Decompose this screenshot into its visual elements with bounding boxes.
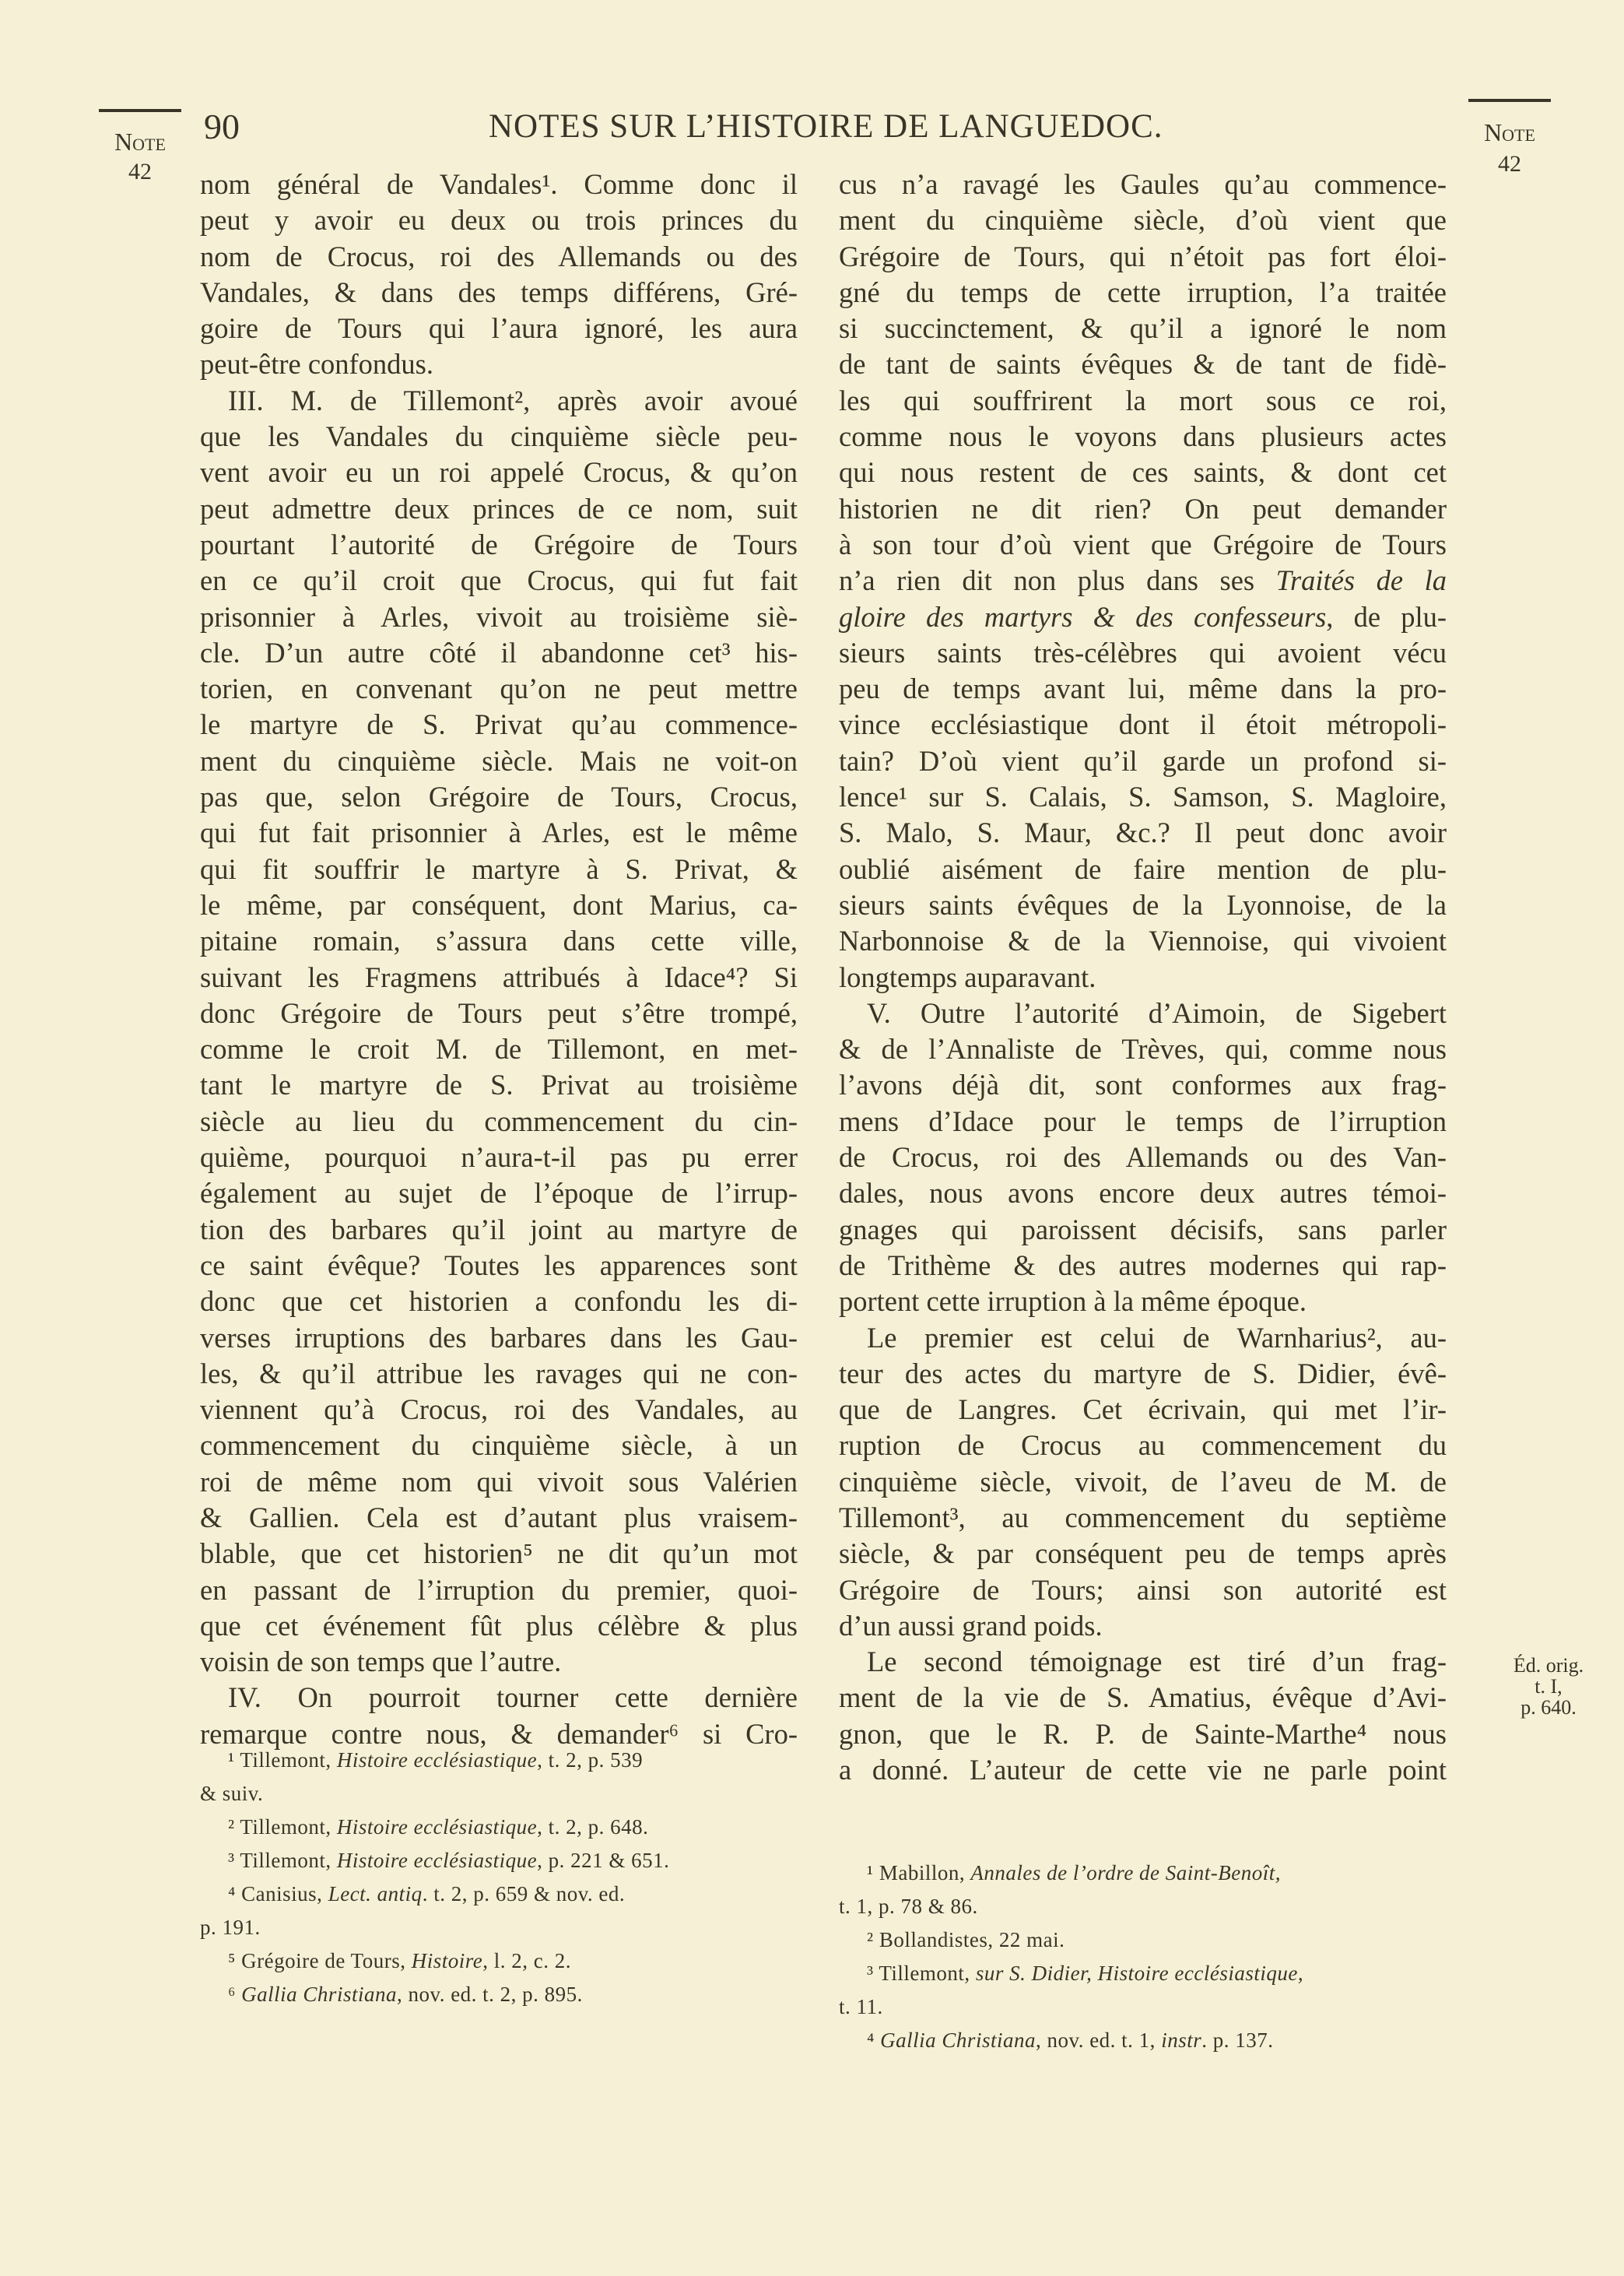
- text-line: cle. D’un autre côté il abandonne cet³ his-: [200, 636, 798, 669]
- text-line: à son tour d’où vient que Grégoire de Tours: [839, 528, 1447, 560]
- text-span: , nov. ed. t. 1,: [1035, 2028, 1162, 2052]
- text-line: donc que cet historien a confondu les di-: [200, 1285, 798, 1318]
- text-line: nom général de Vandales¹. Comme donc il: [200, 168, 798, 200]
- original-edition-reference: [1506, 1655, 1591, 1718]
- footnote-line: [839, 2024, 1447, 2057]
- text-span: , l. 2, c. 2.: [482, 1949, 571, 1972]
- footnote-line: [200, 1811, 798, 1844]
- text-line: viennent qu’à Crocus, roi des Vandales, au: [200, 1393, 798, 1426]
- italic-text: Traités de la: [1275, 564, 1447, 597]
- margin-rule-left: [99, 109, 181, 112]
- text-line: d’un aussi grand poids.: [839, 1609, 1103, 1642]
- text-line: Tillemont³, au commencement du septième: [839, 1501, 1447, 1533]
- footnote-line: p. 191.: [200, 1916, 261, 1939]
- text-span: . p. 137.: [1201, 2028, 1274, 2052]
- text-line: cinquième siècle, vivoit, de l’aveu de M. de: [839, 1465, 1447, 1498]
- text-line: de tant de saints évêques & de tant de fidè-: [839, 348, 1447, 381]
- text-line: les qui souffrirent la mort sous ce roi,: [839, 384, 1447, 416]
- text-line: V. Outre l’autorité d’Aimoin, de Sigebert: [867, 996, 1447, 1029]
- italic-text: Histoire: [411, 1949, 483, 1972]
- margin-note-number-right: 42: [1498, 151, 1521, 177]
- text-line: commencement du cinquième siècle, à un: [200, 1429, 798, 1462]
- italic-text: Gallia Christiana: [880, 2028, 1036, 2052]
- text-span: ⁶: [228, 1983, 242, 2006]
- text-line: cus n’a ravagé les Gaules qu’au commence-: [839, 168, 1447, 200]
- text-line: tain? D’où vient qu’il garde un profond si-: [839, 744, 1447, 777]
- text-line: gnages qui paroissent décisifs, sans parler: [839, 1213, 1447, 1245]
- text-line: III. M. de Tillemont², après avoir avoué: [228, 384, 798, 416]
- italic-text: instr: [1161, 2028, 1202, 2052]
- text-span: n’a rien dit non plus dans ses: [839, 564, 1276, 597]
- text-line: [839, 563, 1447, 599]
- text-line: IV. On pourroit tourner cette dernière: [228, 1681, 798, 1714]
- margin-note-label-right: Note: [1484, 118, 1535, 146]
- italic-text: Lect. antiq: [328, 1882, 423, 1905]
- text-line: comme nous le voyons dans plusieurs actes: [839, 420, 1447, 453]
- text-line: qui fit souffrir le martyre à S. Privat, &: [200, 852, 798, 885]
- text-line: l’avons déjà dit, sont conformes aux frag-: [839, 1069, 1447, 1101]
- edition-ref-line: Éd. orig.: [1513, 1654, 1584, 1677]
- text-line: le même, par conséquent, dont Marius, ca-: [200, 888, 798, 921]
- text-line: Vandales, & dans des temps différens, Gré-: [200, 276, 798, 308]
- text-line: pitaine romain, s’assura dans cette ville,: [200, 925, 798, 957]
- footnote-line: t. 1, p. 78 & 86.: [839, 1895, 978, 1918]
- text-span: ³ Tillemont,: [228, 1849, 337, 1872]
- footnote-line: [200, 1877, 798, 1911]
- text-span: ⁴ Canisius,: [228, 1882, 328, 1905]
- right-footnotes: [839, 1856, 1447, 2057]
- text-line: vince ecclésiastique dont il étoit métropoli-: [839, 708, 1447, 741]
- text-line: suivant les Fragmens attribués à Idace⁴? Si: [200, 961, 798, 993]
- text-line: les, & qu’il attribue les ravages qui ne con-: [200, 1357, 798, 1389]
- text-line: si succinctement, & qu’il a ignoré le nom: [839, 312, 1447, 345]
- text-line: roi de même nom qui vivoit sous Valérien: [200, 1465, 798, 1498]
- text-line: & Gallien. Cela est d’autant plus vraisem-: [200, 1501, 798, 1533]
- text-line: portent cette irruption à la même époque.: [839, 1285, 1307, 1318]
- text-line: longtemps auparavant.: [839, 961, 1096, 993]
- text-line: [839, 599, 1447, 635]
- italic-text: sur S. Didier, Histoire ecclésiastique,: [975, 1962, 1304, 1985]
- text-line: mens d’Idace pour le temps de l’irruption: [839, 1105, 1447, 1137]
- text-line: historien ne dit rien? On peut demander: [839, 492, 1447, 525]
- italic-text: gloire des martyrs & des confesseurs: [839, 600, 1327, 633]
- margin-note-number-left: 42: [128, 159, 152, 184]
- footnote-line: [200, 1978, 798, 2011]
- running-title: NOTES SUR L’HISTOIRE DE LANGUEDOC.: [489, 108, 1163, 145]
- text-line: oublié aisément de faire mention de plu-: [839, 852, 1447, 885]
- text-line: Le second témoignage est tiré d’un frag-: [867, 1646, 1447, 1678]
- footnote-line: [200, 1744, 798, 1777]
- text-span: , p. 221 & 651.: [537, 1849, 670, 1872]
- text-line: peu de temps avant lui, même dans la pro-: [839, 673, 1447, 705]
- text-span: . t. 2, p. 659 & nov. ed.: [422, 1882, 626, 1905]
- left-text-column: [200, 167, 798, 1752]
- text-line: ce saint évêque? Toutes les apparences sont: [200, 1249, 798, 1281]
- text-line: également au sujet de l’époque de l’irrup-: [200, 1177, 798, 1210]
- footnote-line: [200, 1944, 798, 1978]
- text-line: sieurs saints évêques de la Lyonnoise, de la: [839, 888, 1447, 921]
- italic-text: Histoire ecclésiastique: [336, 1815, 538, 1839]
- right-text-column: [839, 167, 1447, 1788]
- footnote-line: [839, 1856, 1447, 1890]
- text-line: prisonnier à Arles, vivoit au troisième siè-: [200, 600, 798, 633]
- text-line: teur des actes du martyre de S. Didier, évê-: [839, 1357, 1447, 1389]
- text-line: nom de Crocus, roi des Allemands ou des: [200, 240, 798, 272]
- text-line: qui fut fait prisonnier à Arles, est le même: [200, 817, 798, 849]
- italic-text: Annales de l’ordre de Saint-Benoît,: [970, 1861, 1282, 1884]
- text-line: de Trithème & des autres modernes qui rap-: [839, 1249, 1447, 1281]
- text-line: ment de la vie de S. Amatius, évêque d’Avi-: [839, 1681, 1447, 1714]
- text-line: en ce qu’il croit que Crocus, qui fut fait: [200, 564, 798, 597]
- text-line: que de Langres. Cet écrivain, qui met l’ir-: [839, 1393, 1447, 1426]
- text-line: qui nous restent de ces saints, & dont cet: [839, 456, 1447, 489]
- footnote-line: t. 11.: [839, 1995, 883, 2018]
- text-line: Le premier est celui de Warnharius², au-: [867, 1321, 1447, 1354]
- footnote-line: & suiv.: [200, 1782, 264, 1805]
- edition-ref-line: p. 640.: [1521, 1696, 1577, 1719]
- text-line: en passant de l’irruption du premier, quoi-: [200, 1573, 798, 1606]
- text-line: sieurs saints très-célèbres qui avoient vécu: [839, 636, 1447, 669]
- footnote-line: [839, 1957, 1447, 1990]
- text-line: blable, que cet historien⁵ ne dit qu’un mot: [200, 1537, 798, 1570]
- text-line: lence¹ sur S. Calais, S. Samson, S. Magloire,: [839, 781, 1447, 813]
- text-line: peut y avoir eu deux ou trois princes du: [200, 204, 798, 237]
- text-line: voisin de son temps que l’autre.: [200, 1646, 562, 1678]
- text-line: siècle, & par conséquent peu de temps après: [839, 1537, 1447, 1570]
- text-line: dales, nous avons encore deux autres témoi-: [839, 1177, 1447, 1210]
- text-line: verses irruptions des barbares dans les Gau-: [200, 1321, 798, 1354]
- text-line: S. Malo, S. Maur, &c.? Il peut donc avoir: [839, 817, 1447, 849]
- text-span: , de plu-: [1326, 600, 1447, 633]
- text-span: ⁴: [867, 2028, 881, 2052]
- text-line: que cet événement fût plus célèbre & plus: [200, 1609, 798, 1642]
- text-line: gnon, que le R. P. de Sainte-Marthe⁴ nous: [839, 1717, 1447, 1750]
- text-span: ⁵ Grégoire de Tours,: [228, 1949, 412, 1972]
- text-line: a donné. L’auteur de cette vie ne parle point: [839, 1754, 1447, 1786]
- text-line: de Crocus, roi des Allemands ou des Van-: [839, 1141, 1447, 1174]
- text-line: pourtant l’autorité de Grégoire de Tours: [200, 528, 798, 560]
- text-span: ¹ Tillemont,: [228, 1748, 337, 1772]
- italic-text: Histoire ecclésiastique: [336, 1748, 538, 1772]
- text-line: pas que, selon Grégoire de Tours, Crocus,: [200, 781, 798, 813]
- margin-note-label-left: Note: [114, 128, 166, 156]
- text-span: , t. 2, p. 648.: [537, 1815, 649, 1839]
- italic-text: Gallia Christiana: [241, 1983, 397, 2006]
- text-line: peut admettre deux princes de ce nom, suit: [200, 492, 798, 525]
- text-line: goire de Tours qui l’aura ignoré, les aura: [200, 312, 798, 345]
- text-line: quième, pourquoi n’aura-t-il pas pu errer: [200, 1141, 798, 1174]
- text-line: gné du temps de cette irruption, l’a traitée: [839, 276, 1447, 308]
- text-span: , nov. ed. t. 2, p. 895.: [396, 1983, 583, 2006]
- text-span: ¹ Mabillon,: [867, 1861, 971, 1884]
- text-line: ment du cinquième siècle. Mais ne voit-on: [200, 744, 798, 777]
- italic-text: Histoire ecclésiastique: [336, 1849, 538, 1872]
- text-span: ² Tillemont,: [228, 1815, 337, 1839]
- text-line: ruption de Crocus au commencement du: [839, 1429, 1447, 1462]
- text-line: Grégoire de Tours, qui n’étoit pas fort éloi-: [839, 240, 1447, 272]
- text-line: comme le croit M. de Tillemont, en met-: [200, 1033, 798, 1066]
- text-span: ³ Tillemont,: [867, 1962, 976, 1985]
- text-line: tion des barbares qu’il joint au martyre de: [200, 1213, 798, 1245]
- text-line: remarque contre nous, & demander⁶ si Cro-: [200, 1717, 798, 1750]
- footnote-line: [200, 1844, 798, 1877]
- text-line: vent avoir eu un roi appelé Crocus, & qu’on: [200, 456, 798, 489]
- footnote-line: ² Bollandistes, 22 mai.: [867, 1928, 1065, 1951]
- text-line: que les Vandales du cinquième siècle peu-: [200, 420, 798, 453]
- page-number: 90: [204, 107, 240, 146]
- left-footnotes: [200, 1744, 798, 2011]
- margin-rule-right: [1468, 99, 1551, 102]
- edition-ref-line: t. I,: [1535, 1675, 1563, 1698]
- text-line: le martyre de S. Privat qu’au commence-: [200, 708, 798, 741]
- text-line: ment du cinquième siècle, d’où vient que: [839, 204, 1447, 237]
- text-line: siècle au lieu du commencement du cin-: [200, 1105, 798, 1137]
- text-line: torien, en convenant qu’on ne peut mettre: [200, 673, 798, 705]
- text-line: & de l’Annaliste de Trèves, qui, comme nous: [839, 1033, 1447, 1066]
- text-line: peut-être confondus.: [200, 348, 434, 381]
- text-line: tant le martyre de S. Privat au troisième: [200, 1069, 798, 1101]
- text-line: donc Grégoire de Tours peut s’être trompé,: [200, 996, 798, 1029]
- text-line: Narbonnoise & de la Viennoise, qui vivoient: [839, 925, 1447, 957]
- text-span: , t. 2, p. 539: [537, 1748, 644, 1772]
- text-line: Grégoire de Tours; ainsi son autorité est: [839, 1573, 1447, 1606]
